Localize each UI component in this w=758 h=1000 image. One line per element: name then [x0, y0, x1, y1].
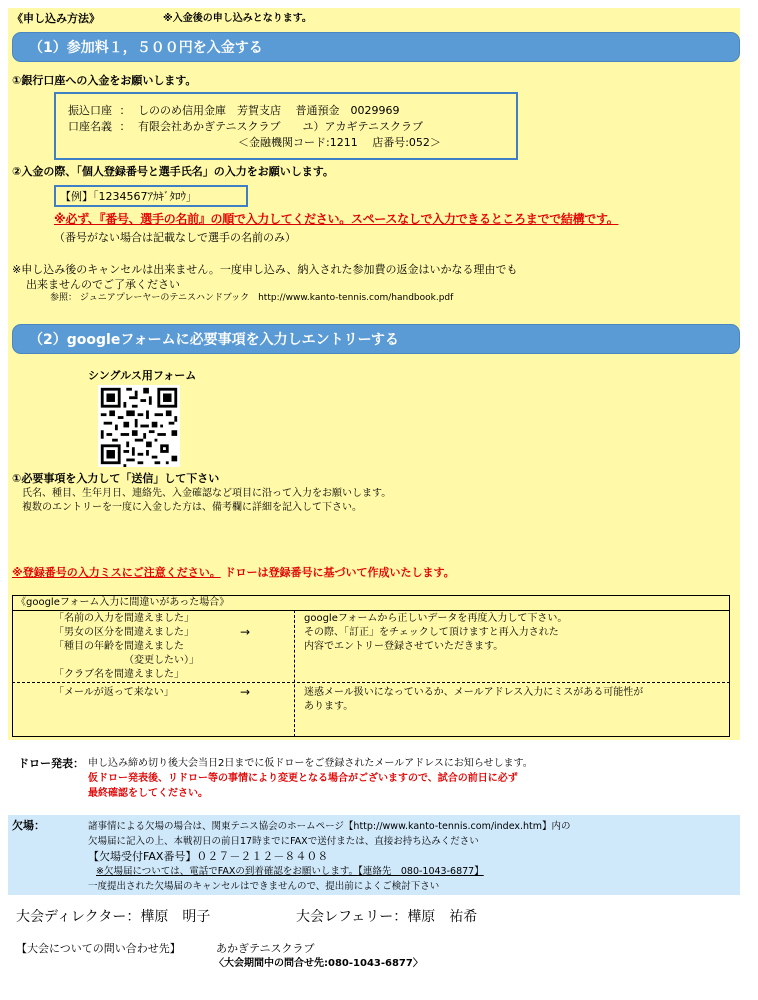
section2-banner: [12, 324, 740, 354]
bank-holder-row: [68, 119, 423, 134]
bank-account-row: [68, 103, 400, 118]
mistake-age-change: （変更したい）」: [124, 655, 199, 666]
mistake-gender: 「男女の区分を間違えました」: [54, 627, 194, 638]
mistake-club: 「クラブ名を間違えました」: [54, 669, 184, 680]
step-line2: 複数のエントリーを一度に入金した方は、備考欄に詳細を記入して下さい。: [22, 502, 362, 513]
contact-club: あかぎテニスクラブ: [216, 942, 315, 955]
bank-holder-value: 有限会社あかぎテニスクラブ ユ）アカギテニスクラブ: [138, 120, 424, 133]
absence-label-colon: ：: [34, 819, 45, 832]
director-label: 大会ディレクター：: [16, 909, 141, 925]
draw-label: [18, 756, 84, 771]
step-line1: 氏名、種目、生年月日、連絡先、入金確認など項目に沿って入力をお願いします。: [22, 488, 392, 499]
draw-line2: 仮ドロー発表後、リドロー等の事情により変更となる場合がございますので、試合の前日に必ず: [88, 773, 518, 784]
mistake-name: 「名前の入力を間違えました」: [54, 613, 194, 624]
absence-line5: 一度提出された欠場届のキャンセルはできませんので、提出前によくご検討下さい: [88, 881, 440, 892]
example-text: 【例】「1234567ｱｶｷﾞﾀﾛｳ」: [60, 190, 197, 203]
draw-line1: 申し込み締め切り後大会当日2日までに仮ドローをご登録されたメールアドレスにお知らせします。: [88, 758, 533, 769]
registration-warning-black: ドローは登録番号に基づいて作成いたします。: [224, 566, 455, 579]
director-name: 樺原 明子: [140, 909, 211, 925]
header-note: ※入金後の申し込みとなります。: [163, 13, 312, 24]
bank-holder-sep: ：: [119, 120, 131, 133]
reference-row: [50, 292, 453, 304]
bank-codes: ＜金融機関コード:1211 店番号:052＞: [238, 136, 441, 149]
bank-account-value: しののめ信用金庫 芳賀支店 普通預金 0029969: [138, 104, 400, 117]
answer1-line2: その際、「訂正」をチェックして頂けますと再入力された: [304, 627, 559, 638]
section1-banner-text: （1）参加料１，５００円を入金する: [29, 40, 263, 56]
step-title: ①必要事項を入力して「送信」して下さい: [12, 472, 220, 485]
bank-account-sep: ：: [119, 104, 131, 117]
mistake-no-mail: 「メールが返って来ない」: [54, 687, 174, 698]
page-title: 《申し込み方法》: [12, 12, 100, 25]
section2-banner-text: （2）googleフォームに必要事項を入力しエントリーする: [29, 332, 399, 348]
cancel-line2: 出来ませんのでご了承ください: [26, 278, 180, 291]
absence-label: [12, 818, 45, 833]
form-title: シングルス用フォーム: [88, 369, 197, 382]
qr-code[interactable]: [98, 385, 180, 467]
mistakes-title: 《googleフォーム入力に間違いがあった場合》: [16, 597, 230, 608]
absence-fax: 【欠場受付FAX番号】０２７－２１２－８４０８: [88, 850, 329, 863]
arrow-row1: →: [240, 625, 251, 639]
must-order-warning: ※必ず、『番号、選手の名前』の順で入力してください。スペースなしで入力できるところまでで結構です。: [54, 212, 619, 226]
contact-label: 【大会についての問い合わせ先】: [16, 942, 181, 955]
mistakes-title-rule: [12, 610, 730, 611]
mistakes-row-divider: [12, 682, 730, 683]
director-row: [16, 908, 210, 926]
mistakes-col-divider: [294, 610, 295, 737]
no-number-note: （番号がない場合は記載なしで選手の名前のみ）: [54, 231, 296, 244]
bank-intro: ①銀行口座への入金をお願いします。: [12, 74, 197, 87]
answer2-line1: 迷惑メール扱いになっているか、メールアドレス入力にミスがある可能性が: [304, 687, 644, 698]
absence-line1: 諸事情による欠場の場合は、関東テニス協会のホームページ【http://www.kanto-tennis.com/index.htm】内の: [88, 821, 571, 832]
registration-warning: [12, 565, 455, 580]
reference-label: 参照：: [50, 293, 78, 303]
section1-banner: [12, 32, 740, 62]
draw-label-text: ドロー発表: [18, 757, 73, 770]
entry-intro: ②入金の際、「個人登録番号と選手氏名」の入力をお願いします。: [12, 165, 334, 178]
cancel-line1: ※申し込み後のキャンセルは出来ません。一度申し込み、納入された参加費の返金はいかなる理由でも: [12, 263, 518, 276]
reference-link[interactable]: ジュニアプレーヤーのテニスハンドブック http://www.kanto-tennis.com/handbook.pdf: [79, 293, 454, 303]
bank-account-label: 振込口座: [68, 104, 112, 117]
answer1-line3: 内容でエントリー登録させていただきます。: [304, 641, 504, 652]
answer2-line2: あります。: [304, 701, 354, 712]
absence-line4: ※欠場届については、電話でFAXの到着確認をお願いします。【連絡先 080-1043-6877】: [96, 866, 484, 877]
absence-label-text: 欠場: [12, 819, 34, 832]
arrow-row2: →: [240, 685, 251, 699]
referee-name: 樺原 祐希: [407, 909, 478, 925]
draw-line3: 最終確認をしてください。: [88, 788, 208, 799]
bank-holder-label: 口座名義: [68, 120, 112, 133]
referee-row: [296, 908, 477, 926]
absence-line2: 欠場届に記入の上、本戦初日の前日17時までにFAXで送付または、直接お持ち込みください: [88, 836, 479, 847]
draw-label-colon: ：: [73, 757, 84, 770]
registration-warning-red: ※登録番号の入力ミスにご注意ください。: [12, 566, 221, 579]
referee-label: 大会レフェリー：: [296, 909, 408, 925]
mistake-age-category: 「種目の年齢を間違えました: [54, 641, 184, 652]
contact-phone: 〈大会期間中の問合せ先:080-1043-6877〉: [214, 958, 423, 969]
answer1-line1: googleフォームから正しいデータを再度入力して下さい。: [304, 613, 568, 624]
